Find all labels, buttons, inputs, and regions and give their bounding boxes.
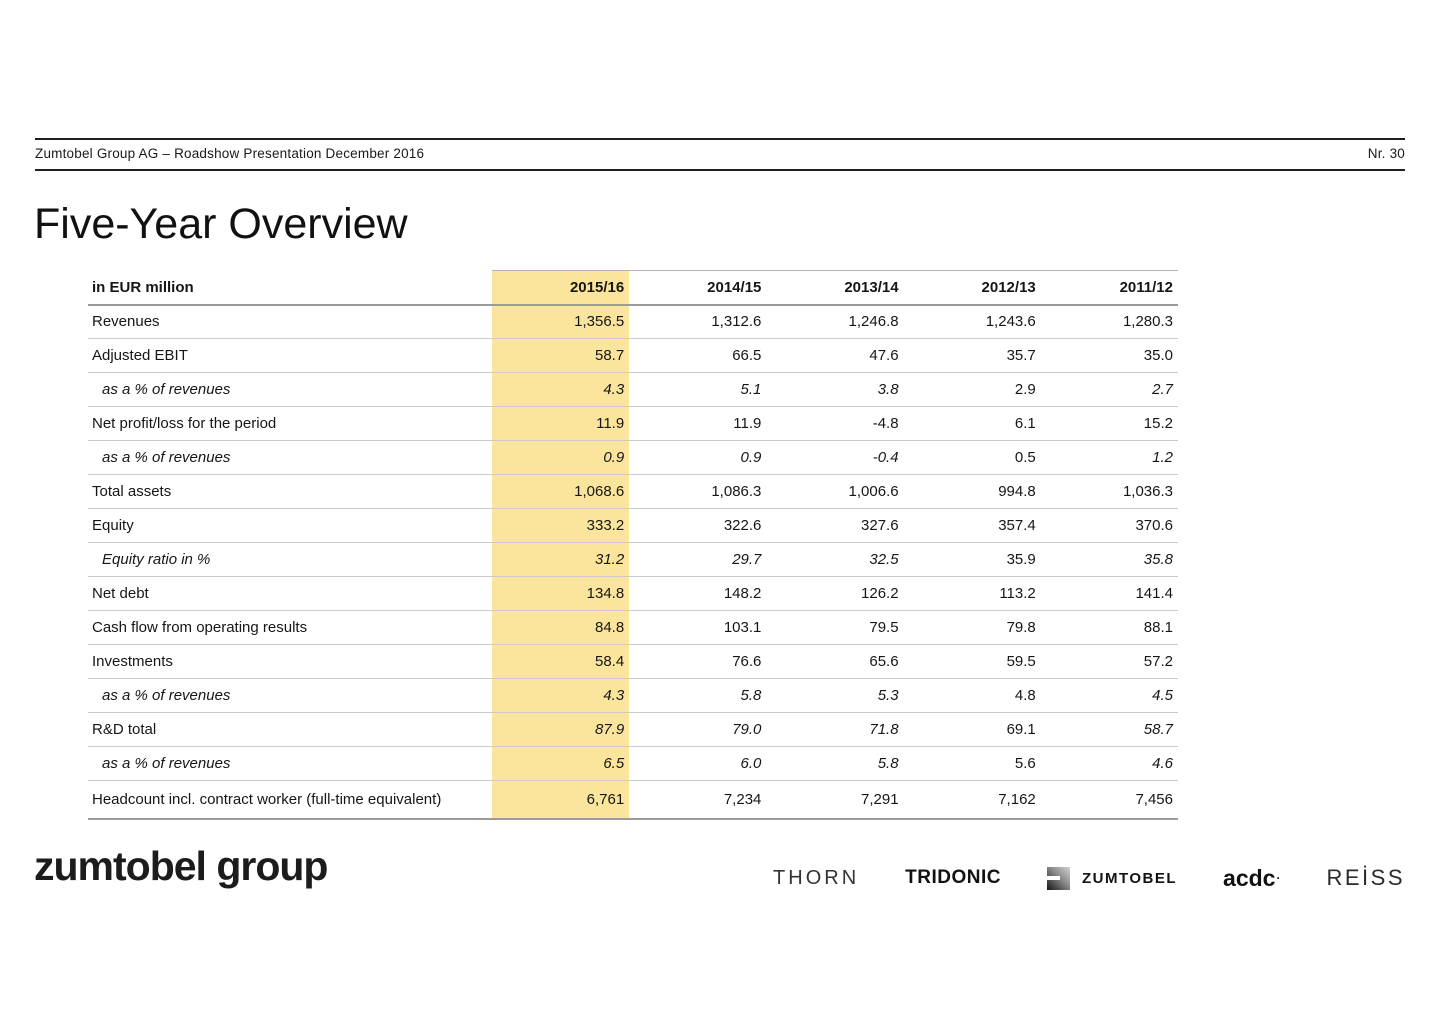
table-row	[88, 611, 1178, 645]
cell-value: 79.0	[629, 713, 766, 747]
slide-title: Five-Year Overview	[34, 200, 408, 248]
cell-value: 57.2	[1041, 645, 1178, 679]
cell-value: 322.6	[629, 509, 766, 543]
cell-value: 4.3	[492, 679, 629, 713]
table-row	[88, 339, 1178, 373]
table-row	[88, 475, 1178, 509]
cell-value: 3.8	[766, 373, 903, 407]
brand-logo-rei̇ss	[1326, 865, 1405, 891]
brand-logo-list	[773, 858, 1405, 898]
cell-value: 69.1	[904, 713, 1041, 747]
cell-value: 47.6	[766, 339, 903, 373]
cell-value: 88.1	[1041, 611, 1178, 645]
table-body	[88, 305, 1178, 819]
cell-value: 1,006.6	[766, 475, 903, 509]
row-label: Headcount incl. contract worker (full-time equivalent)	[88, 781, 492, 819]
cell-value: 1,243.6	[904, 305, 1041, 339]
brand-name: THORN	[773, 866, 860, 889]
cell-value: 357.4	[904, 509, 1041, 543]
acdc-dot-mark: ·	[1276, 871, 1281, 885]
cell-value: 0.9	[492, 441, 629, 475]
cell-value: 79.5	[766, 611, 903, 645]
brand-name: REİSS	[1326, 865, 1405, 890]
row-label: Net profit/loss for the period	[88, 407, 492, 441]
column-header-2015-16: 2015/16	[492, 271, 629, 305]
table-row	[88, 373, 1178, 407]
cell-value: 994.8	[904, 475, 1041, 509]
cell-value: 5.8	[629, 679, 766, 713]
cell-value: 4.8	[904, 679, 1041, 713]
cell-value: 7,291	[766, 781, 903, 819]
cell-value: 141.4	[1041, 577, 1178, 611]
cell-value: 35.0	[1041, 339, 1178, 373]
brand-name: acdc	[1223, 864, 1276, 891]
brand-logo-tridonic	[905, 867, 1001, 889]
cell-value: 5.1	[629, 373, 766, 407]
cell-value: 0.9	[629, 441, 766, 475]
row-label: Equity ratio in %	[88, 543, 492, 577]
table-row	[88, 543, 1178, 577]
cell-value: 1,068.6	[492, 475, 629, 509]
column-header-2011-12: 2011/12	[1041, 271, 1178, 305]
cell-value: 148.2	[629, 577, 766, 611]
column-header-2014-15: 2014/15	[629, 271, 766, 305]
cell-value: 35.9	[904, 543, 1041, 577]
cell-value: 71.8	[766, 713, 903, 747]
cell-value: 113.2	[904, 577, 1041, 611]
cell-value: 4.3	[492, 373, 629, 407]
cell-value: 58.4	[492, 645, 629, 679]
cell-value: 7,234	[629, 781, 766, 819]
row-label: Cash flow from operating results	[88, 611, 492, 645]
table-row	[88, 747, 1178, 781]
cell-value: 31.2	[492, 543, 629, 577]
cell-value: 35.7	[904, 339, 1041, 373]
cell-value: 5.6	[904, 747, 1041, 781]
cell-value: 84.8	[492, 611, 629, 645]
page-header	[35, 146, 1405, 161]
cell-value: 7,456	[1041, 781, 1178, 819]
row-label: as a % of revenues	[88, 373, 492, 407]
table-row	[88, 441, 1178, 475]
column-header-2012-13: 2012/13	[904, 271, 1041, 305]
cell-value: 11.9	[492, 407, 629, 441]
cell-value: 76.6	[629, 645, 766, 679]
cell-value: 65.6	[766, 645, 903, 679]
cell-value: 1,280.3	[1041, 305, 1178, 339]
table-row	[88, 509, 1178, 543]
page-number: Nr. 30	[1367, 146, 1405, 161]
row-label: Equity	[88, 509, 492, 543]
cell-value: 79.8	[904, 611, 1041, 645]
cell-value: 6.5	[492, 747, 629, 781]
cell-value: 1.2	[1041, 441, 1178, 475]
cell-value: 58.7	[492, 339, 629, 373]
cell-value: 7,162	[904, 781, 1041, 819]
cell-value: 35.8	[1041, 543, 1178, 577]
cell-value: 126.2	[766, 577, 903, 611]
cell-value: 4.6	[1041, 747, 1178, 781]
table-header-row	[88, 271, 1178, 305]
cell-value: 6.1	[904, 407, 1041, 441]
cell-value: 1,356.5	[492, 305, 629, 339]
brand-name: TRIDONIC	[905, 867, 1001, 888]
cell-value: 370.6	[1041, 509, 1178, 543]
brand-name: ZUMTOBEL	[1081, 869, 1178, 887]
row-label: Total assets	[88, 475, 492, 509]
cell-value: 6,761	[492, 781, 629, 819]
cell-value: 11.9	[629, 407, 766, 441]
row-label: Investments	[88, 645, 492, 679]
cell-value: 0.5	[904, 441, 1041, 475]
brand-logo-acdc	[1223, 865, 1280, 892]
cell-value: 2.9	[904, 373, 1041, 407]
table-row	[88, 577, 1178, 611]
cell-value: 1,312.6	[629, 305, 766, 339]
cell-value: 1,036.3	[1041, 475, 1178, 509]
cell-value: 103.1	[629, 611, 766, 645]
cell-value: 15.2	[1041, 407, 1178, 441]
cell-value: 6.0	[629, 747, 766, 781]
row-label: as a % of revenues	[88, 679, 492, 713]
cell-value: 66.5	[629, 339, 766, 373]
presentation-title: Zumtobel Group AG – Roadshow Presentation December 2016	[35, 146, 425, 161]
table-row	[88, 679, 1178, 713]
cell-value: 58.7	[1041, 713, 1178, 747]
cell-value: -4.8	[766, 407, 903, 441]
cell-value: 32.5	[766, 543, 903, 577]
brand-logo-zumtobel	[1047, 867, 1177, 890]
cell-value: 5.8	[766, 747, 903, 781]
cell-value: 134.8	[492, 577, 629, 611]
cell-value: 5.3	[766, 679, 903, 713]
cell-value: 1,086.3	[629, 475, 766, 509]
table-row	[88, 645, 1178, 679]
cell-value: 87.9	[492, 713, 629, 747]
table-unit-label: in EUR million	[88, 271, 492, 305]
brand-logo-thorn	[773, 867, 859, 890]
row-label: Net debt	[88, 577, 492, 611]
cell-value: 1,246.8	[766, 305, 903, 339]
cell-value: -0.4	[766, 441, 903, 475]
row-label: Adjusted EBIT	[88, 339, 492, 373]
table-row	[88, 713, 1178, 747]
cell-value: 2.7	[1041, 373, 1178, 407]
zumtobel-square-icon	[1047, 867, 1070, 890]
cell-value: 327.6	[766, 509, 903, 543]
column-header-2013-14: 2013/14	[766, 271, 903, 305]
cell-value: 29.7	[629, 543, 766, 577]
header-rule-top	[35, 138, 1405, 140]
five-year-overview-table	[88, 270, 1178, 820]
table-row	[88, 781, 1178, 819]
cell-value: 4.5	[1041, 679, 1178, 713]
cell-value: 59.5	[904, 645, 1041, 679]
row-label: as a % of revenues	[88, 441, 492, 475]
cell-value: 333.2	[492, 509, 629, 543]
row-label: as a % of revenues	[88, 747, 492, 781]
table-head	[88, 271, 1178, 305]
header-rule-bottom	[35, 169, 1405, 171]
table-row	[88, 407, 1178, 441]
zumtobel-group-logo: zumtobel group	[34, 843, 328, 889]
row-label: Revenues	[88, 305, 492, 339]
table-row	[88, 305, 1178, 339]
row-label: R&D total	[88, 713, 492, 747]
